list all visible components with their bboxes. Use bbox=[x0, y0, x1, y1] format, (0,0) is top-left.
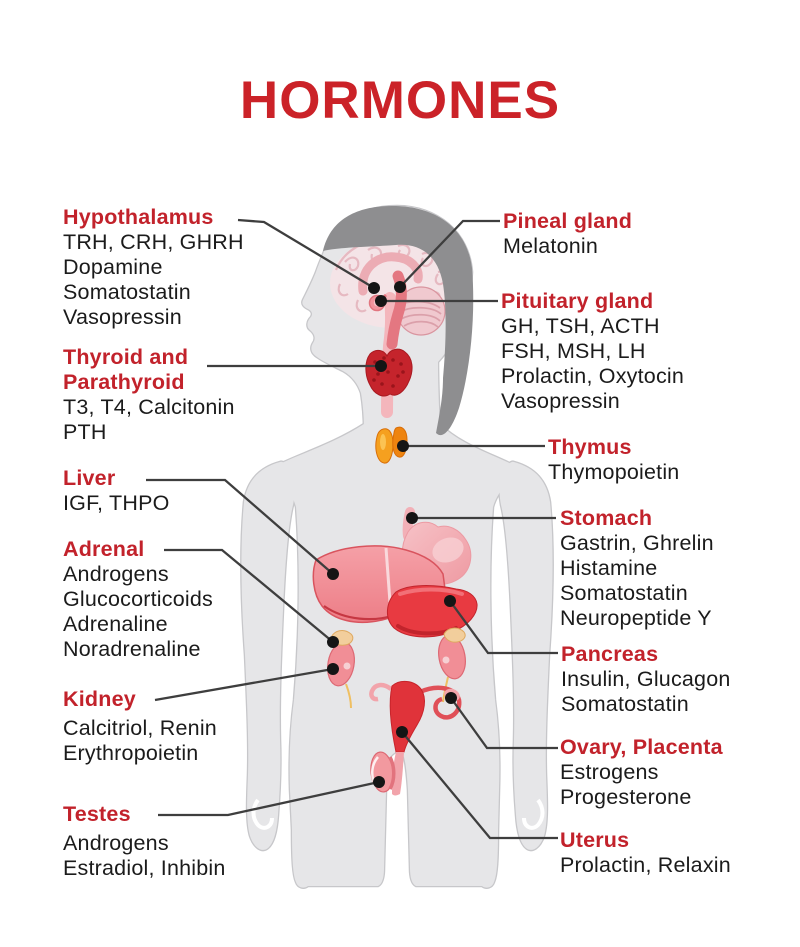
adrenal-right bbox=[444, 628, 465, 642]
hormone-line: Adrenaline bbox=[63, 612, 168, 636]
marker-ovary bbox=[445, 692, 457, 704]
label-pituitary-heading: Pituitary gland bbox=[501, 289, 654, 313]
label-adrenal-heading: Adrenal bbox=[63, 537, 145, 561]
label-thymus-heading: Thymus bbox=[548, 435, 632, 459]
hormone-line: Histamine bbox=[560, 556, 658, 580]
hormone-line: Glucocorticoids bbox=[63, 587, 213, 611]
hormone-line: Dopamine bbox=[63, 255, 163, 279]
label-liver bbox=[63, 466, 303, 516]
label-ovary-placenta bbox=[560, 735, 800, 810]
label-kidney-heading: Kidney bbox=[63, 687, 136, 711]
hormone-line: FSH, MSH, LH bbox=[501, 339, 646, 363]
page-title: HORMONES bbox=[239, 71, 561, 130]
hormone-line: T3, T4, Calcitonin bbox=[63, 395, 235, 419]
marker-pancreas bbox=[444, 595, 456, 607]
label-adrenal bbox=[63, 537, 303, 662]
label-uterus bbox=[560, 828, 800, 878]
hormone-line: Androgens bbox=[63, 831, 169, 855]
hormone-line: GH, TSH, ACTH bbox=[501, 314, 660, 338]
label-pancreas-heading: Pancreas bbox=[561, 642, 659, 666]
hormone-line: Progesterone bbox=[560, 785, 692, 809]
label-thyroid-parathyroid bbox=[63, 345, 303, 445]
hormone-line: Prolactin, Relaxin bbox=[560, 853, 731, 877]
label-pineal-heading: Pineal gland bbox=[503, 209, 633, 233]
label-pancreas bbox=[561, 642, 800, 717]
marker-pineal bbox=[394, 281, 406, 293]
hormone-line: Estrogens bbox=[560, 760, 659, 784]
marker-pituitary bbox=[375, 295, 387, 307]
label-pineal-gland bbox=[503, 209, 743, 259]
hormone-line: Noradrenaline bbox=[63, 637, 201, 661]
hormone-line: Calcitriol, Renin bbox=[63, 716, 217, 740]
hormone-line: Estradiol, Inhibin bbox=[63, 856, 226, 880]
label-uterus-heading: Uterus bbox=[560, 828, 630, 852]
hormone-line: Somatostatin bbox=[561, 692, 689, 716]
label-stomach-heading: Stomach bbox=[560, 506, 653, 530]
hormone-line: Neuropeptide Y bbox=[560, 606, 712, 630]
label-pituitary-gland bbox=[501, 289, 741, 414]
hormone-line: Vasopressin bbox=[501, 389, 620, 413]
thyroid-gland bbox=[366, 349, 412, 396]
hormone-line: Vasopressin bbox=[63, 305, 182, 329]
marker-thymus bbox=[397, 440, 409, 452]
label-hypothalamus-heading: Hypothalamus bbox=[63, 205, 214, 229]
hormone-line: Somatostatin bbox=[63, 280, 191, 304]
label-testes bbox=[63, 802, 303, 881]
hormone-line: IGF, THPO bbox=[63, 491, 170, 515]
label-stomach bbox=[560, 506, 800, 631]
marker-liver bbox=[327, 568, 339, 580]
hormone-line: PTH bbox=[63, 420, 107, 444]
label-thymus bbox=[548, 435, 788, 485]
marker-thyroid bbox=[375, 360, 387, 372]
marker-hypothalamus bbox=[368, 282, 380, 294]
label-ovary-heading: Ovary, Placenta bbox=[560, 735, 723, 759]
hormone-line: Erythropoietin bbox=[63, 741, 199, 765]
label-liver-heading: Liver bbox=[63, 466, 116, 490]
hormone-line: Androgens bbox=[63, 562, 169, 586]
label-thyroid-heading: Thyroid and Parathyroid bbox=[63, 345, 189, 394]
label-hypothalamus bbox=[63, 205, 303, 330]
label-kidney bbox=[63, 687, 303, 766]
marker-uterus bbox=[396, 726, 408, 738]
label-testes-heading: Testes bbox=[63, 802, 131, 826]
hormone-line: TRH, CRH, GHRH bbox=[63, 230, 244, 254]
hormone-line: Somatostatin bbox=[560, 581, 688, 605]
marker-stomach bbox=[406, 512, 418, 524]
hormone-line: Gastrin, Ghrelin bbox=[560, 531, 714, 555]
marker-adrenal bbox=[327, 636, 339, 648]
hormone-line: Melatonin bbox=[503, 234, 599, 258]
hormone-line: Insulin, Glucagon bbox=[561, 667, 731, 691]
hormone-line: Prolactin, Oxytocin bbox=[501, 364, 685, 388]
marker-testis bbox=[373, 776, 385, 788]
marker-kidney bbox=[327, 663, 339, 675]
hormone-line: Thymopoietin bbox=[548, 460, 680, 484]
